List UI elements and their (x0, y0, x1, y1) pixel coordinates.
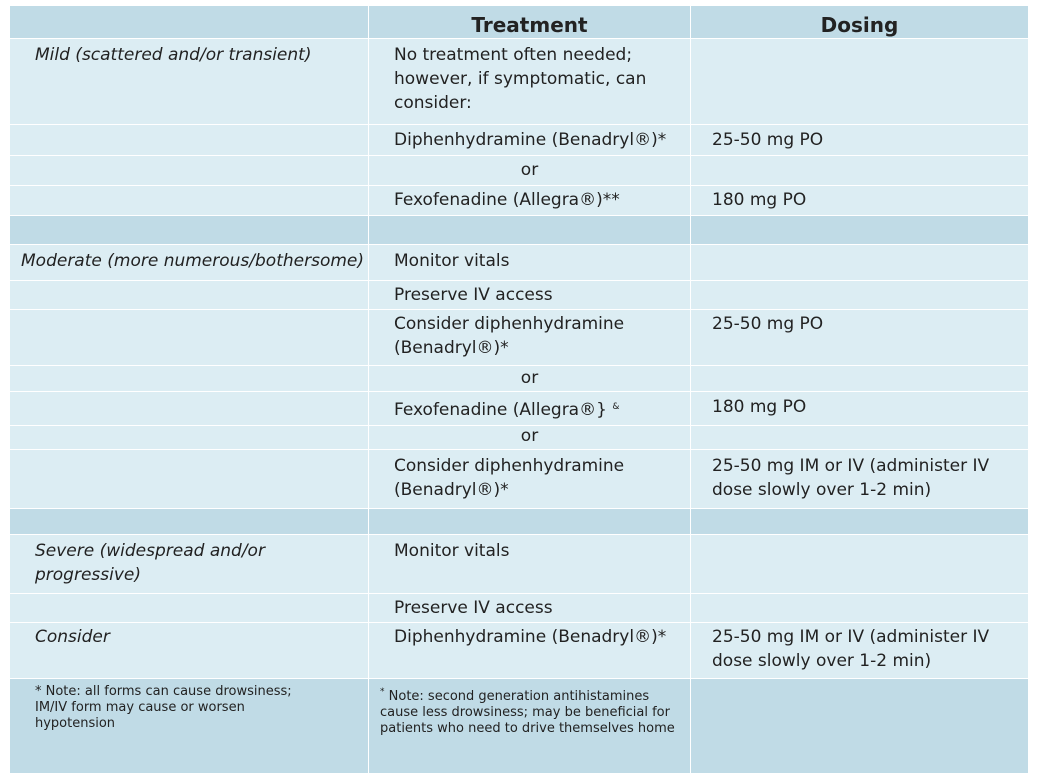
moderate-label: Moderate (more numerous/bothersome) (21, 251, 365, 271)
note-second-generation (380, 684, 680, 737)
moderate-po-dose: 25-50 mg PO (712, 314, 824, 334)
moderate-consider-diphenhydramine-iv: Consider diphenhydramine (Benadryl®)* (394, 456, 625, 500)
mild-label: Mild (scattered and/or transient) (35, 45, 312, 65)
mild-or: or (520, 160, 539, 180)
severe-diphenhydramine: Diphenhydramine (Benadryl®)* (394, 627, 667, 647)
mild-diphenhydramine: Diphenhydramine (Benadryl®)* (394, 130, 667, 150)
table-row (10, 623, 1028, 679)
mild-fexofenadine: Fexofenadine (Allegra®)** (394, 190, 620, 210)
ampersand-mark: & (612, 402, 620, 412)
moderate-preserve-iv: Preserve IV access (394, 285, 553, 305)
table-row (10, 366, 1028, 392)
table-row (10, 450, 1028, 509)
table-row (10, 39, 1028, 125)
severe-preserve-iv: Preserve IV access (394, 598, 553, 618)
table-header (10, 6, 1028, 39)
moderate-monitor-vitals: Monitor vitals (394, 251, 510, 271)
severe-dose: 25-50 mg IM or IV (administer IV dose slowly over 1-2 min) (712, 627, 990, 671)
mild-fexofenadine-dose: 180 mg PO (712, 190, 807, 210)
header-treatment: Treatment (369, 6, 691, 38)
notes-row (10, 679, 1028, 774)
table-row (10, 186, 1028, 216)
header-dosing: Dosing (691, 6, 1028, 38)
table-row (10, 125, 1028, 156)
section-divider (10, 216, 1028, 245)
table-row (10, 535, 1028, 594)
moderate-or-1: or (520, 368, 539, 388)
moderate-or-2: or (520, 426, 539, 446)
treatment-table (10, 6, 1028, 774)
moderate-fexofenadine-label: Fexofenadine (Allegra®} (394, 400, 607, 420)
severe-label: Severe (widespread and/or progressive) (35, 541, 265, 585)
note-drowsiness: * Note: all forms can cause drowsiness; IM/IV form may cause or worsen hypotension (35, 684, 292, 731)
mild-diphenhydramine-dose: 25-50 mg PO (712, 130, 824, 150)
mild-intro: No treatment often needed; however, if symptomatic, can consider: (394, 45, 647, 113)
header-severity (10, 6, 369, 38)
table-row (10, 310, 1028, 366)
note-mark: * (380, 687, 385, 697)
table-row (10, 594, 1028, 623)
table-row (10, 392, 1028, 426)
table-row (10, 426, 1028, 450)
moderate-fexofenadine (394, 395, 619, 422)
table-row (10, 281, 1028, 310)
moderate-fexofenadine-dose: 180 mg PO (712, 397, 807, 417)
severe-consider-label: Consider (35, 627, 110, 647)
section-divider (10, 509, 1028, 535)
moderate-iv-dose: 25-50 mg IM or IV (administer IV dose slowly over 1-2 min) (712, 456, 990, 500)
severe-monitor-vitals: Monitor vitals (394, 541, 510, 561)
moderate-consider-diphenhydramine-po: Consider diphenhydramine (Benadryl®)* (394, 314, 625, 358)
table-row (10, 156, 1028, 186)
note-second-generation-text: Note: second generation antihistamines cause less drowsiness; may be beneficial for patients who need to drive themselves home (380, 689, 675, 736)
table-row (10, 245, 1028, 281)
